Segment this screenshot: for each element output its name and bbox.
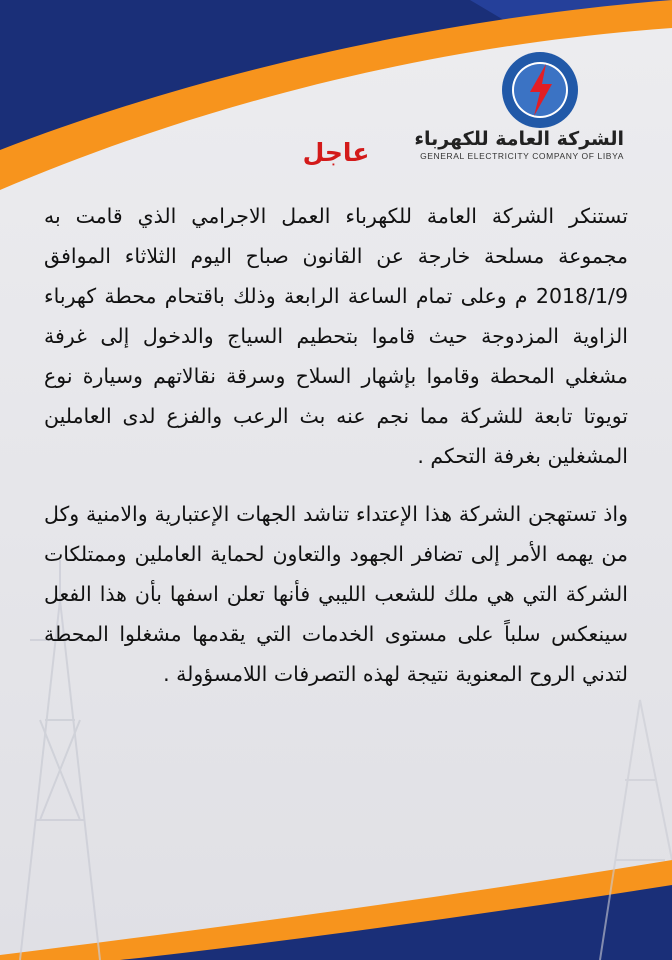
paragraph-1: تستنكر الشركة العامة للكهرباء العمل الاجرامي الذي قامت به مجموعة مسلحة خارجة عن القانون صباح اليوم الثلاثاء الموافق 2018/1/9 م وعلى تمام الساعة الرابعة وذلك باقتحام محطة كهرباء الزاوية المزدوجة حيث قاموا بتحطيم السياج والدخول إلى غرفة مشغلي المحطة وقاموا بإشهار السلاح وسرقة نقالاتهم وسيارة نوع تويوتا تابعة للشركة مما نجم عنه بث الرعب والفزع لدى العاملين المشغلين بغرفة التحكم . [44, 204, 628, 468]
urgent-title: عاجل [302, 138, 370, 167]
company-logo [500, 50, 580, 130]
company-name-arabic: الشركة العامة للكهرباء [414, 128, 624, 150]
statement-body [44, 196, 628, 694]
company-name-english: GENERAL ELECTRICITY COMPANY OF LIBYA [420, 151, 624, 161]
paragraph-2: واذ تستهجن الشركة هذا الإعتداء تناشد الجهات الإعتبارية والامنية وكل من يهمه الأمر إلى تضافر الجهود والتعاون لحماية العاملين وممتلكات الشركة التي هي ملك للشعب الليبي فأنها تعلن اسفها بأن هذا الفعل سينعكس سلباً على مستوى الخدمات التي يقدمها مشغلوا المحطة لتدني الروح المعنوية نتيجة لهذه التصرفات اللامسؤولة . [44, 502, 628, 686]
